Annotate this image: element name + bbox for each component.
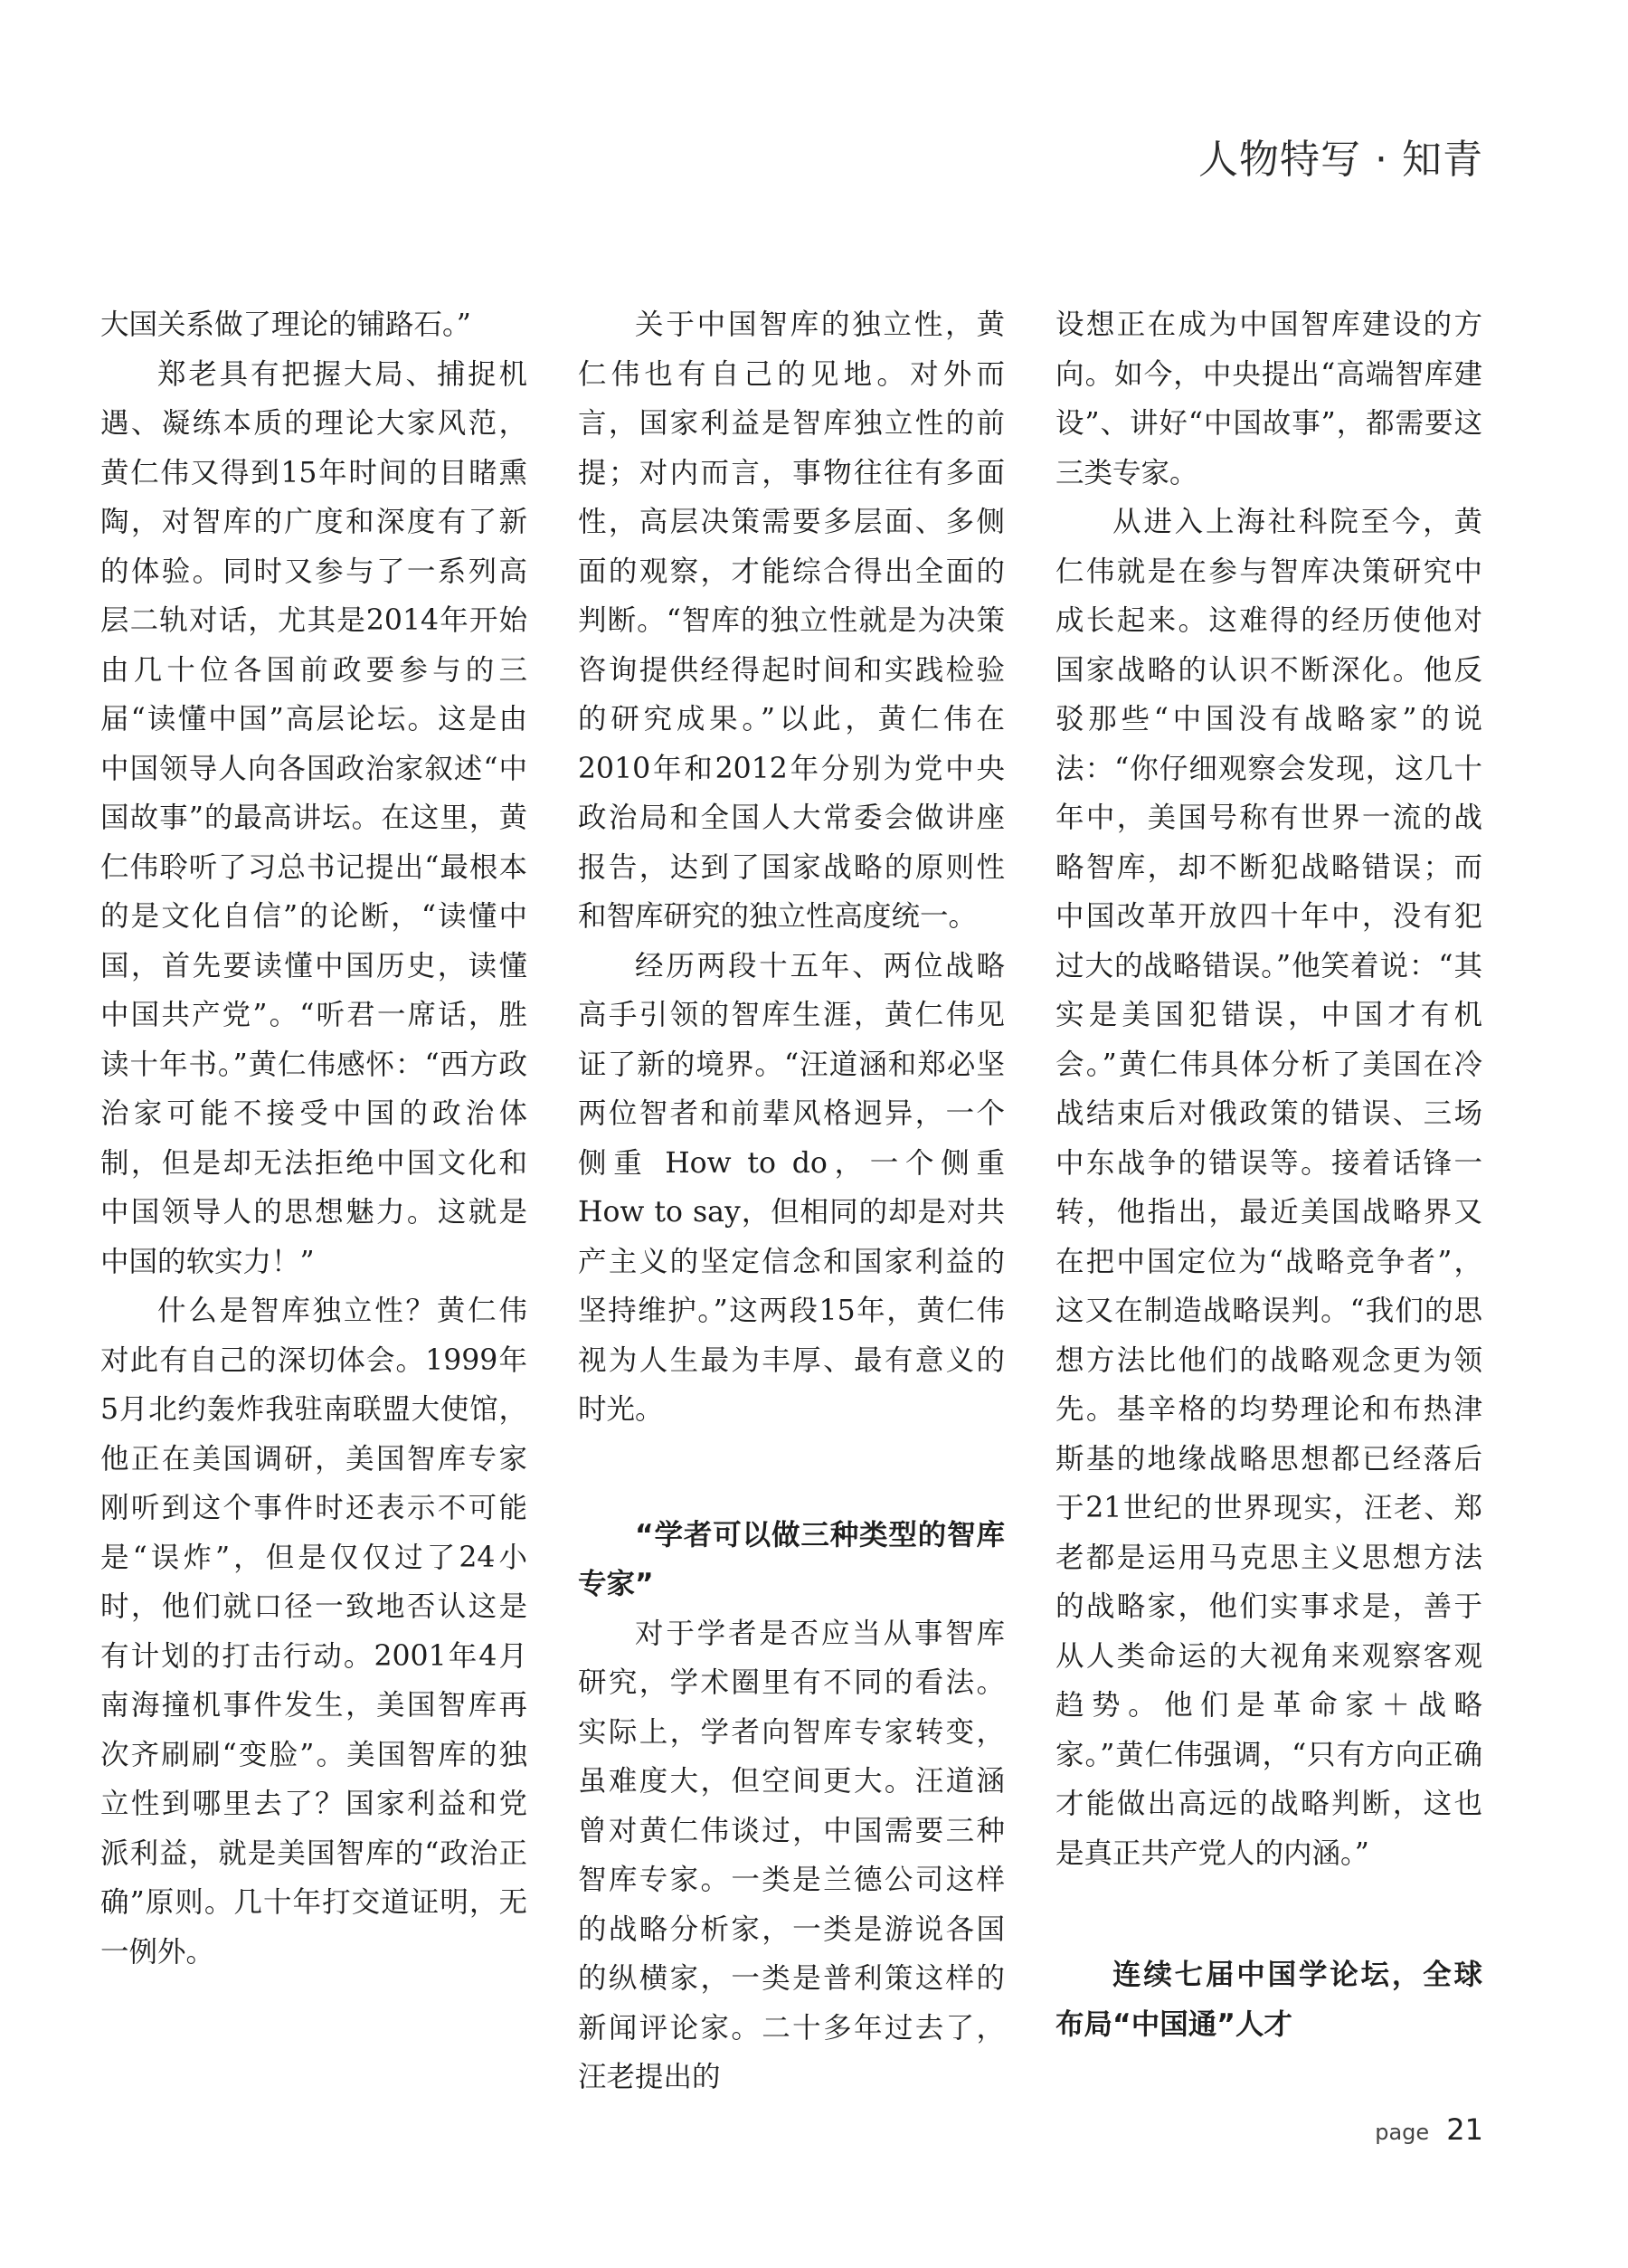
paragraph: 关于中国智库的独立性，黄仁伟也有自己的见地。对外而言，国家利益是智库独立性的前提；对内而言，事物往往有多面性，高层决策需要多层面、多侧面的观察，才能综合得出全面的判断。“智库的独立性就是为决策咨询提供经得起时间和实践检验的研究成果。”以此，黄仁伟在2010年和2012年分别为党中央政治局和全国人大常委会做讲座报告，达到了国家战略的原则性和智库研究的独立性高度统一。	[578, 308, 1005, 933]
page-label: page	[1375, 2120, 1430, 2145]
paragraph: 什么是智库独立性？黄仁伟对此有自己的深切体会。1999年5月北约轰炸我驻南联盟大使馆，他正在美国调研，美国智库专家刚听到这个事件时还表示不可能是“误炸”，但是仅仅过了24小时，他们就口径一致地否认这是有计划的打击行动。2001年4月南海撞机事件发生，美国智库再次齐刷刷“变脸”。美国智库的独立性到哪里去了？国家利益和党派利益，就是美国智库的“政治正确”原则。几十年打交道证明，无一例外。	[100, 1295, 527, 1969]
section-heading: 连续七届中国学论坛，全球布局“中国通”人才	[1055, 1959, 1482, 2041]
section-header: 人物特写 · 知青	[1198, 137, 1483, 183]
column-2	[578, 300, 1005, 2102]
paragraph: 从进入上海社科院至今，黄仁伟就是在参与智库决策研究中成长起来。这难得的经历使他对国家战略的认识不断深化。他反驳那些“中国没有战略家”的说法：“你仔细观察会发现，这几十年中，美国号称有世界一流的战略智库，却不断犯战略错误；而中国改革开放四十年中，没有犯过大的战略错误。”他笑着说：“其实是美国犯错误，中国才有机会。”黄仁伟具体分析了美国在冷战结束后对俄政策的错误、三场中东战争的错误等。接着话锋一转，他指出，最近美国战略界又在把中国定位为“战略竞争者”，这又在制造战略误判。“我们的思想方法比他们的战略观念更为领先。基辛格的均势理论和布热津斯基的地缘战略思想都已经落后于21世纪的世界现实，汪老、郑老都是运用马克思主义思想方法的战略家，他们实事求是，善于从人类命运的大视角来观察客观趋势。他们是革命家＋战略家。”黄仁伟强调，“只有方向正确才能做出高远的战略判断，这也是真正共产党人的内涵。”	[1055, 506, 1482, 1870]
paragraph: 对于学者是否应当从事智库研究，学术圈里有不同的看法。实际上，学者向智库专家转变，虽难度大，但空间更大。汪道涵曾对黄仁伟谈过，中国需要三种智库专家。一类是兰德公司这样的战略分析家，一类是游说各国的纵横家，一类是普利策这样的新闻评论家。二十多年过去了，汪老提出的	[578, 1617, 1005, 2093]
paragraph: 设想正在成为中国智库建设的方向。如今，中央提出“高端智库建设”、讲好“中国故事”，都需要这三类专家。	[1055, 308, 1482, 489]
page-footer	[1375, 2112, 1483, 2147]
column-1	[100, 300, 527, 1977]
paragraph: 经历两段十五年、两位战略高手引领的智库生涯，黄仁伟见证了新的境界。“汪道涵和郑必坚两位智者和前辈风格迥异，一个侧重 How to do，一个侧重 How to say，但相同的却是对共产主义的坚定信念和国家利益的坚持维护。”这两段15年，黄仁伟视为人生最为丰厚、最有意义的时光。	[578, 949, 1005, 1426]
paragraph: 郑老具有把握大局、捕捉机遇、凝练本质的理论大家风范，黄仁伟又得到15年时间的目睹熏陶，对智库的广度和深度有了新的体验。同时又参与了一系列高层二轨对话，尤其是2014年开始由几十位各国前政要参与的三届“读懂中国”高层论坛。这是由中国领导人向各国政治家叙述“中国故事”的最高讲坛。在这里，黄仁伟聆听了习总书记提出“最根本的是文化自信”的论断，“读懂中国，首先要读懂中国历史，读懂中国共产党”。“听君一席话，胜读十年书。”黄仁伟感怀：“西方政治家可能不接受中国的政治体制，但是却无法拒绝中国文化和中国领导人的思想魅力。这就是中国的软实力！”	[100, 357, 527, 1278]
section-heading: “学者可以做三种类型的智库专家”	[578, 1518, 1005, 1600]
paragraph: 大国关系做了理论的铺路石。”	[100, 308, 471, 341]
column-3	[1055, 300, 1482, 2049]
page-number: 21	[1446, 2112, 1483, 2147]
